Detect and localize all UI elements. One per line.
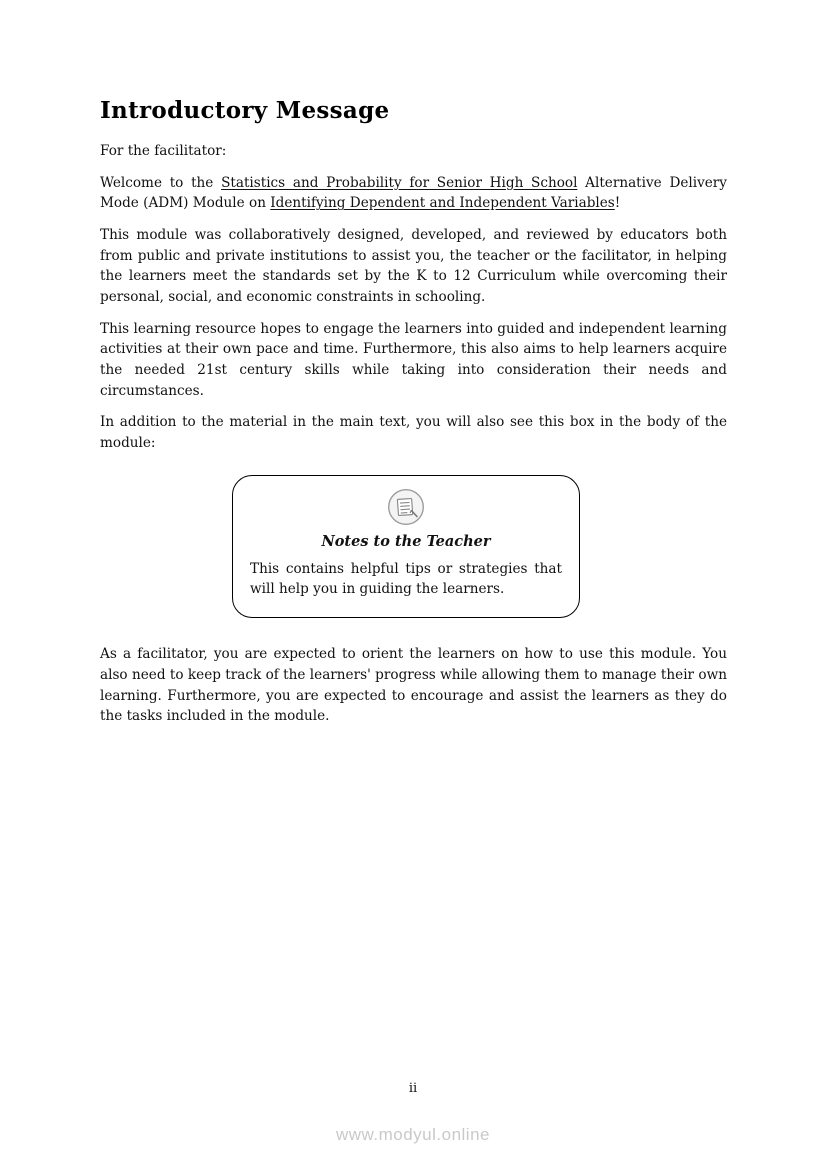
welcome-paragraph [100, 173, 727, 214]
welcome-text-post: ! [614, 195, 621, 212]
page-number: ii [408, 1081, 418, 1096]
notes-icon-container [250, 488, 562, 528]
watermark-url: www.modyul.online [335, 1125, 490, 1144]
notes-box-heading: Notes to the Teacher [321, 532, 491, 550]
welcome-text-mid: Alternative Delivery Mode (ADM) Module on [100, 174, 727, 212]
underlined-module-title: Identifying Dependent and Independent Variables [270, 195, 615, 212]
underlined-subject-title: Statistics and Probability for Senior High School [221, 174, 578, 191]
welcome-text-pre: Welcome to the [100, 174, 222, 191]
notes-box-body: This contains helpful tips or strategies that will help you in guiding the learners. [250, 560, 562, 597]
body-paragraph: As a facilitator, you are expected to orient the learners on how to use this module. You also need to keep track of the learners' progress while allowing them to manage their own learning. Furthermore, you are expected to encourage and assist the learners as they do the tasks included in the module. [100, 646, 727, 725]
page-title: Introductory Message [100, 97, 390, 124]
page-content [100, 97, 727, 738]
body-paragraph: This learning resource hopes to engage the learners into guided and independent learning activities at their own pace and time. Furthermore, this also aims to help learners acquire the needed 21st century skills while taking into consideration their needs and circumstances. [100, 320, 727, 399]
body-paragraph: In addition to the material in the main text, you will also see this box in the body of the module: [100, 414, 727, 451]
body-paragraph: This module was collaboratively designed, developed, and reviewed by educators both from public and private institutions to assist you, the teacher or the facilitator, in helping the learners meet the standards set by the K to 12 Curriculum while overcoming their personal, social, and economic constraints in schooling. [100, 226, 727, 305]
notes-to-teacher-box [232, 475, 580, 619]
notepad-pencil-icon [387, 488, 425, 526]
salutation-text: For the facilitator: [100, 143, 227, 159]
